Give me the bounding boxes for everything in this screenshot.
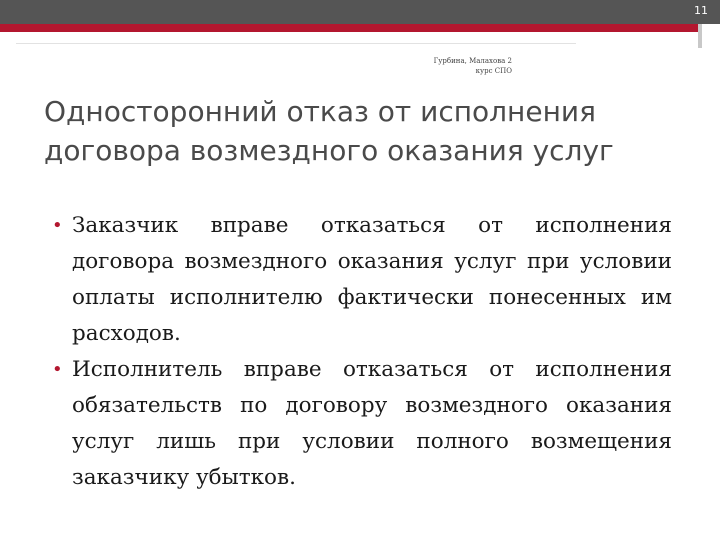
header-accent-stripe [0,24,700,32]
slide-number: 11 [694,4,708,17]
header-accent-cap [698,24,702,48]
bullet-list [52,208,672,496]
bullet-icon: • [52,215,63,236]
author-note: Гурбина, Малахова 2 курс СПО [433,57,512,75]
slide-title: Односторонний отказ от исполнения договора возмездного оказания услуг [44,95,614,167]
bullet-text: Заказчик вправе отказаться от исполнения договора возмездного оказания услуг при условии оплаты исполнителю фактически понесенных им расходов. [72,213,672,346]
header-bar [0,0,720,24]
bullet-icon: • [52,359,63,380]
bullet-item [52,208,672,352]
divider-line [16,43,576,44]
bullet-text: Исполнитель вправе отказаться от исполнения обязательств по договору возмездного оказания услуг лишь при условии полного возмещения заказчику убытков. [72,357,672,490]
bullet-item [52,352,672,496]
header-edge-gap [710,24,720,48]
